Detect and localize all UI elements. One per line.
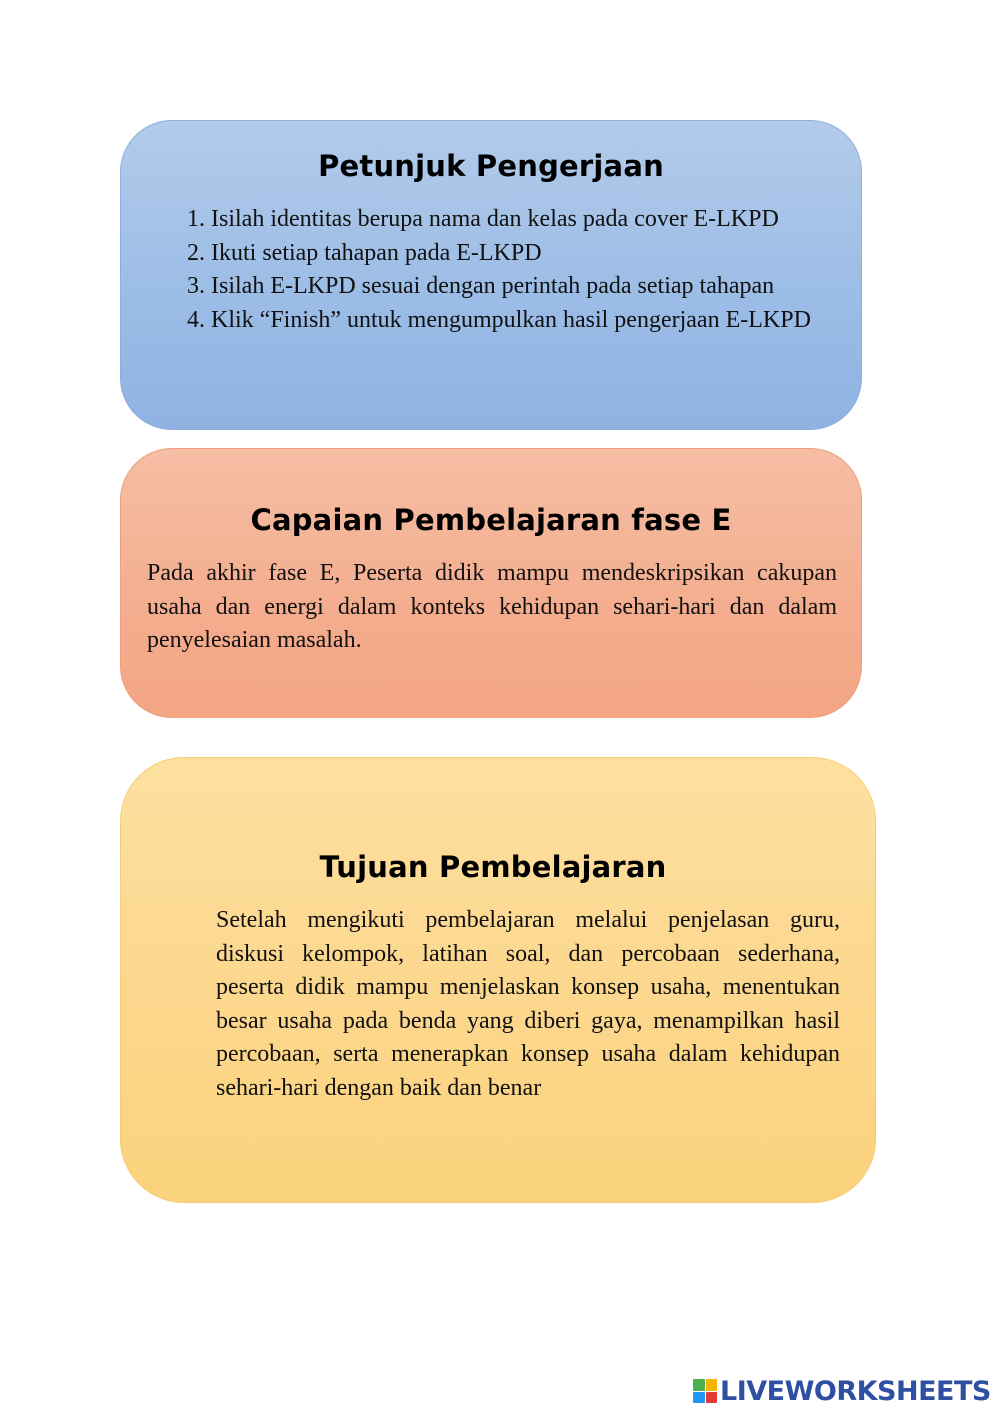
liveworksheets-logo[interactable]: [693, 1376, 991, 1406]
instruction-item: 3. Isilah E-LKPD sesuai dengan perintah pada setiap tahapan: [211, 270, 833, 304]
liveworksheets-logo-icon: [693, 1379, 717, 1403]
instructions-list: [169, 203, 833, 337]
learning-objectives-title: Tujuan Pembelajaran: [319, 850, 667, 884]
instructions-card: [120, 120, 862, 430]
learning-objectives-card: [120, 757, 876, 1203]
instruction-item: 1. Isilah identitas berupa nama dan kelas pada cover E-LKPD: [211, 203, 833, 237]
learning-outcomes-card: [120, 448, 862, 718]
learning-outcomes-text: Pada akhir fase E, Peserta didik mampu mendeskripsikan cakupan usaha dan energi dalam konteks kehidupan sehari-hari dan dalam penyelesaian masalah.: [147, 560, 837, 653]
instruction-item: 4. Klik “Finish” untuk mengumpulkan hasil pengerjaan E-LKPD: [211, 304, 833, 338]
liveworksheets-logo-text: LIVEWORKSHEETS: [720, 1375, 991, 1407]
learning-outcomes-title: Capaian Pembelajaran fase E: [250, 503, 732, 537]
learning-objectives-text: Setelah mengikuti pembelajaran melalui penjelasan guru, diskusi kelompok, latihan soal, dan percobaan sederhana, peserta didik mampu menjelaskan konsep usaha, menentukan besar usaha pada benda yang diberi gaya, menampilkan hasil percobaan, serta menerapkan konsep usaha dalam kehidupan sehari-hari dengan baik dan benar: [216, 907, 840, 1101]
instruction-item: 2. Ikuti setiap tahapan pada E-LKPD: [211, 237, 833, 271]
instructions-title: Petunjuk Pengerjaan: [318, 149, 664, 183]
